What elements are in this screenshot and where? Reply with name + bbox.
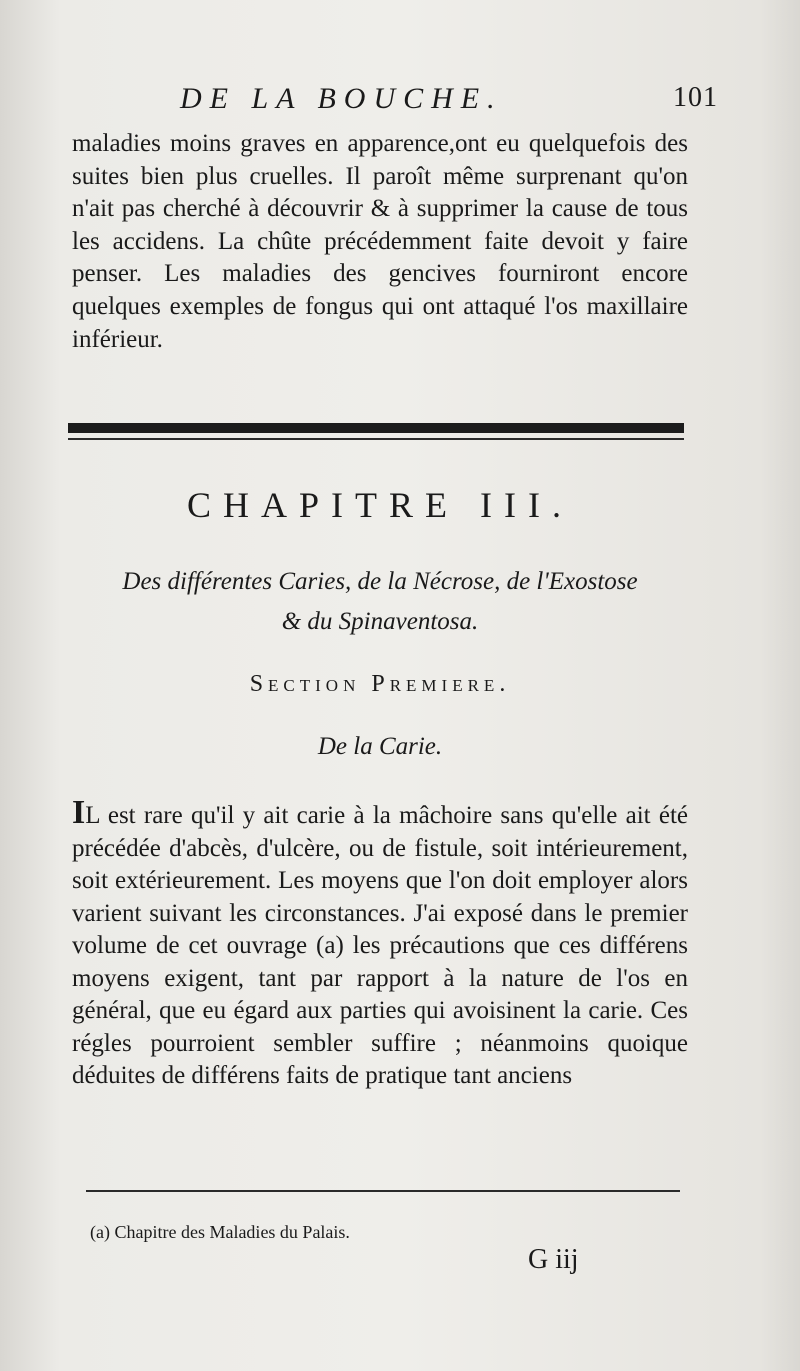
subsection-title: De la Carie. — [317, 733, 443, 760]
section-title: Section Premiere. — [249, 671, 511, 697]
paragraph-main — [72, 794, 688, 1093]
paragraph-text: L est rare qu'il y ait carie à la mâchoire sans qu'elle ait été précédée d'abcès, d'ulcère, ou de fistule, soit intérieurement, soit extérieurement. Les moyens que l'on doit employer alors varient suivant les circonstances. J'ai exposé dans le premier volume de cet ouvrage (a) les précautions que ces différens moyens exigent, tant par rapport à la nature de l'os en général, que eu égard aux parties qui avoisinent la carie. Ces régles pourroient sembler suffire ; néanmoins quoique déduites de différens faits de pratique tant anciens — [72, 802, 688, 1089]
footnote-rule — [86, 1190, 680, 1192]
paragraph-text: maladies moins graves en apparence,ont eu quelquefois des suites bien plus cruelles. Il paroît même surprenant qu'on n'ait pas cherché à découvrir & à supprimer la cause de tous les accidens. La chûte précédemment faite devoit y faire penser. Les maladies des gencives fourniront encore quelques exemples de fongus qui ont attaqué l'os maxillaire inférieur. — [72, 130, 688, 353]
chapter-subtitle-line1: Des différentes Caries, de la Nécrose, de l'Exostose — [122, 568, 638, 595]
chapter-subtitle-line2: & du Spinaventosa. — [281, 608, 479, 635]
chapter-title: CHAPITRE III. — [187, 485, 573, 525]
running-head: DE LA BOUCHE. — [180, 82, 503, 115]
page-number: 101 — [673, 82, 718, 113]
drop-cap: I — [72, 794, 86, 831]
paragraph-continued — [72, 128, 688, 356]
page-header — [72, 82, 718, 122]
chapter-subtitle — [72, 562, 688, 642]
chapter-rule-thick — [68, 423, 684, 433]
footnote: (a) Chapitre des Maladies du Palais. — [90, 1222, 350, 1242]
chapter-rule-thin — [68, 438, 684, 440]
signature-mark: G iij — [528, 1244, 579, 1275]
